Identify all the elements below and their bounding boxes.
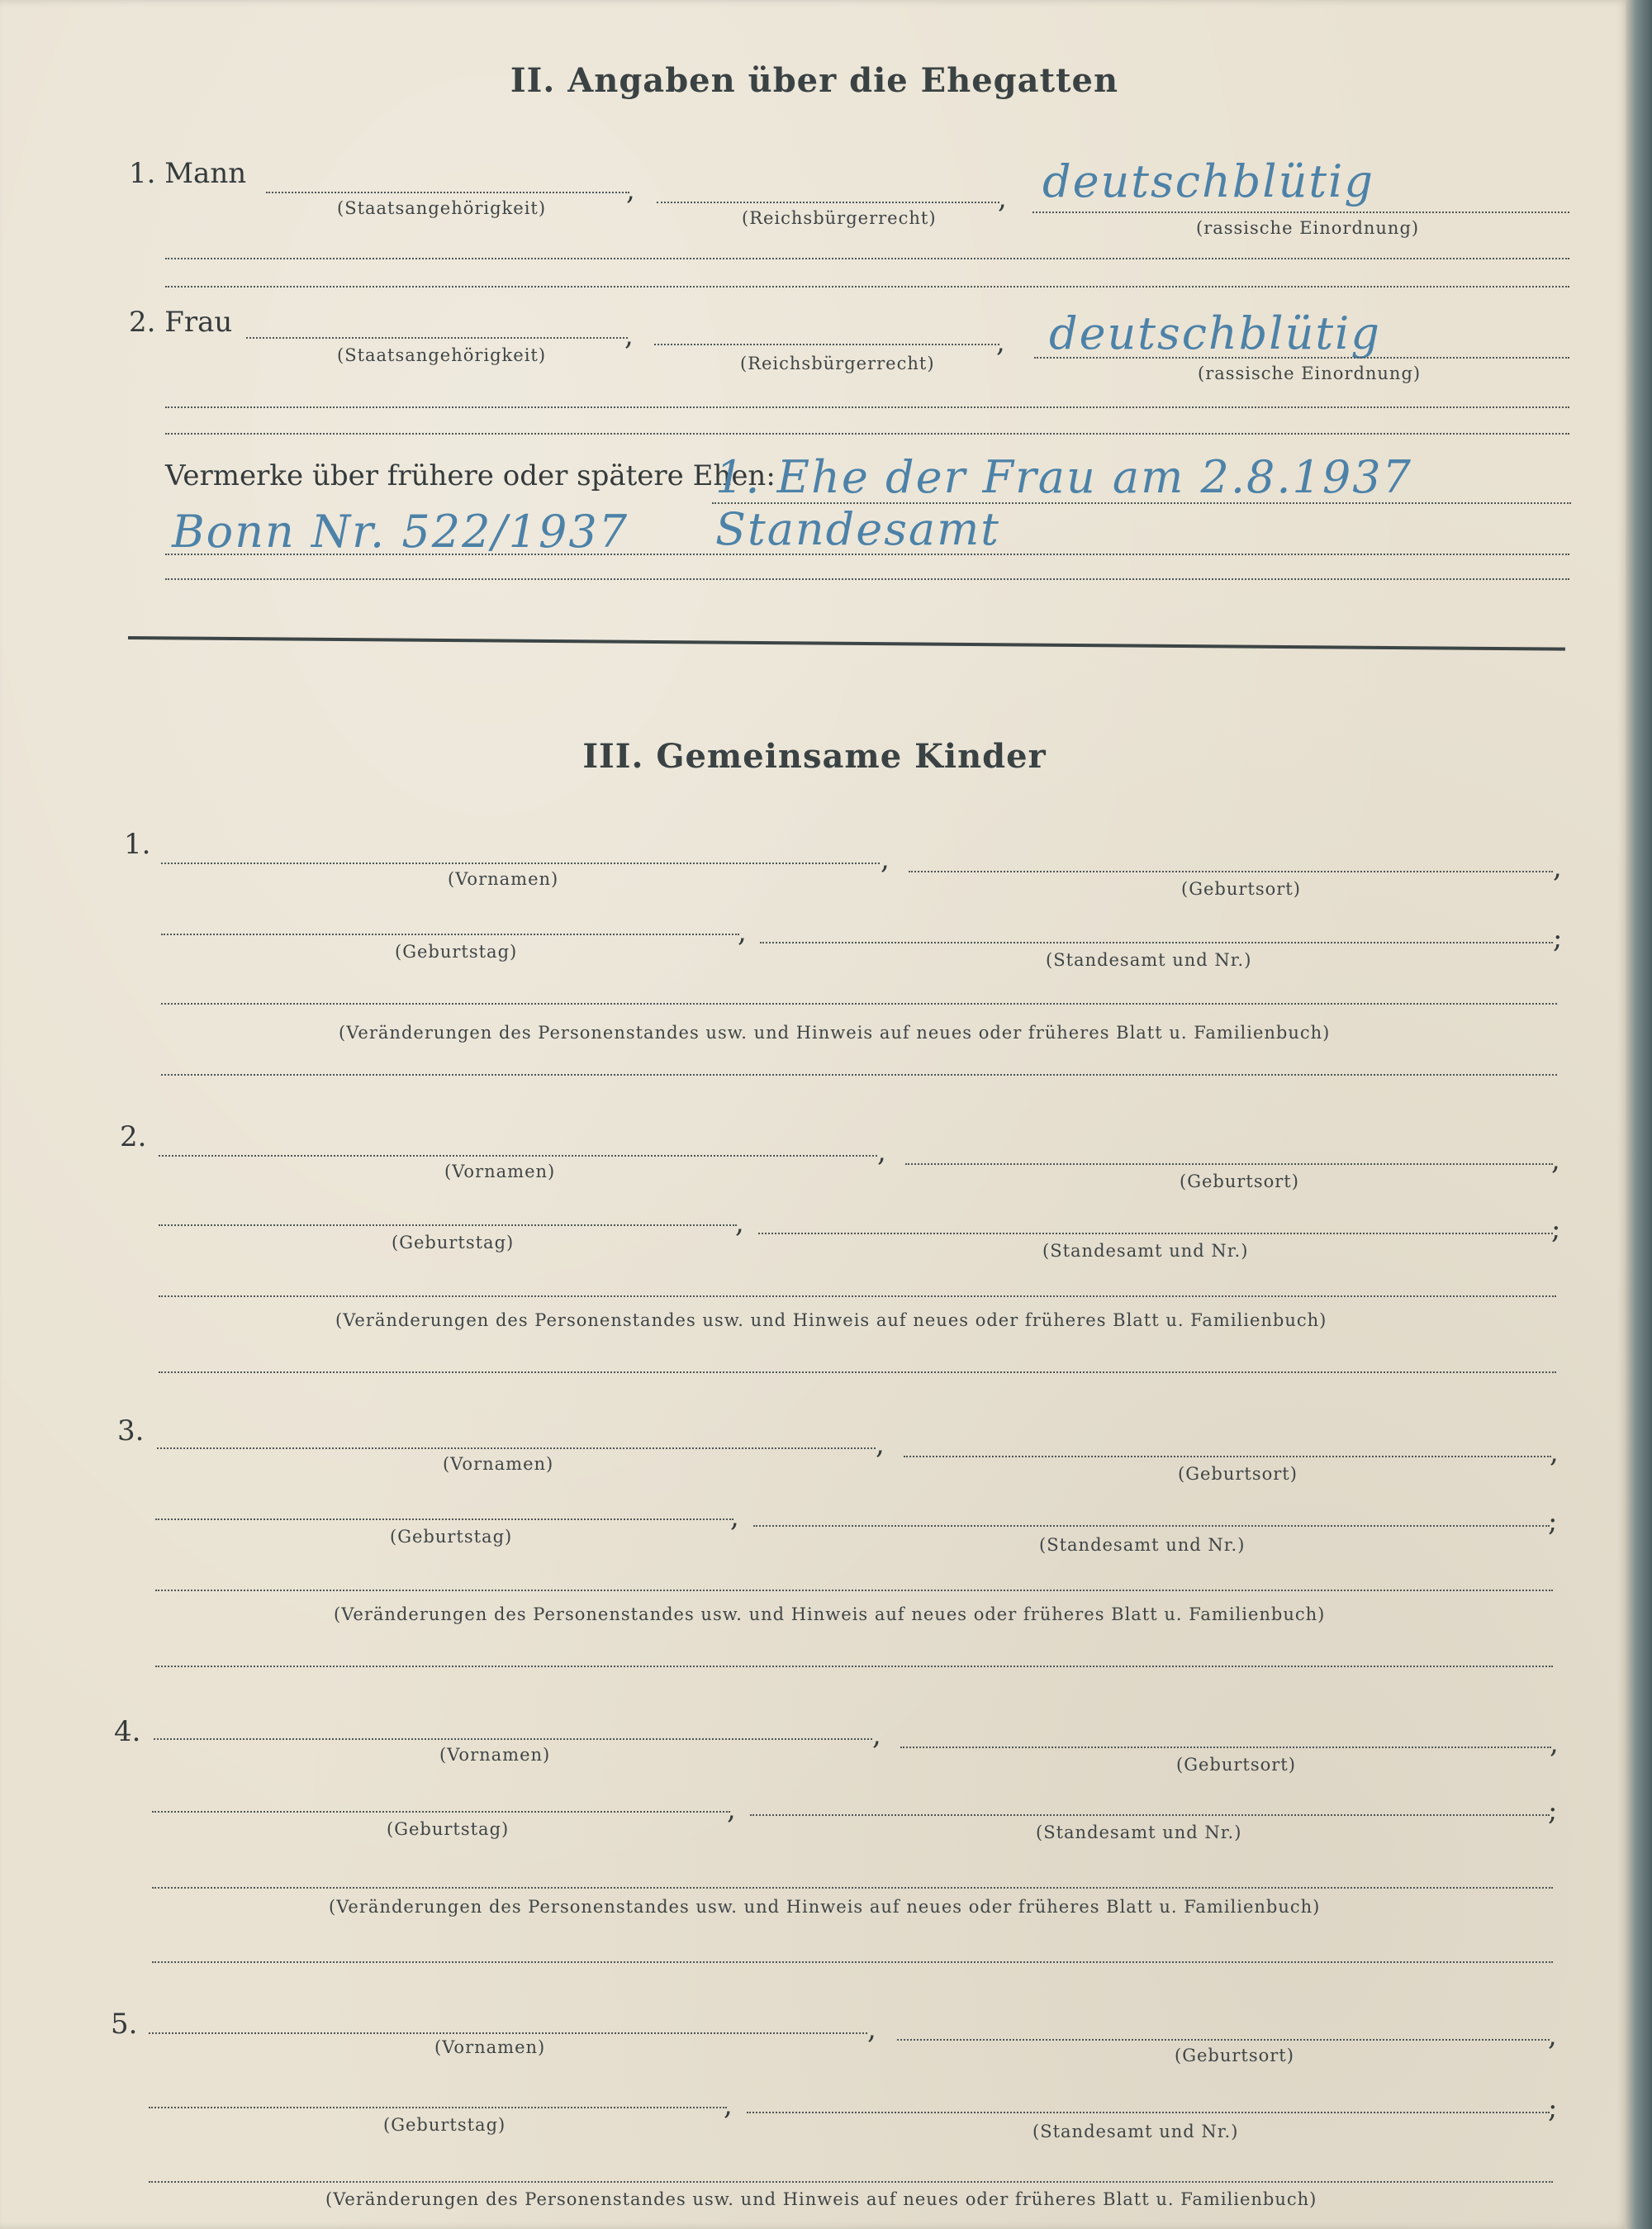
child-changes-caption: (Veränderungen des Personenstandes usw. und Hinweis auf neues oder früheres Blatt u. Familienbuch) bbox=[334, 1604, 1326, 1624]
child-birthday-line[interactable] bbox=[155, 1518, 733, 1520]
husband-racial-caption: (rassische Einordnung) bbox=[1196, 218, 1420, 238]
wife-racial-caption: (rassische Einordnung) bbox=[1198, 364, 1422, 383]
husband-label: 1. Mann bbox=[129, 157, 247, 190]
child-birthday-caption: (Geburtstag) bbox=[390, 1527, 513, 1547]
child-number: 3. bbox=[117, 1414, 145, 1447]
wife-reich-citizenship-line[interactable] bbox=[654, 344, 999, 345]
child-number: 2. bbox=[120, 1120, 147, 1153]
child-birthplace-line[interactable] bbox=[904, 1456, 1551, 1457]
wife-racial-value: deutschblütig bbox=[1049, 307, 1381, 359]
child-birthplace-caption: (Geburtsort) bbox=[1181, 879, 1301, 899]
child-changes-line[interactable] bbox=[161, 1003, 1557, 1005]
husband-reich-citizenship-line[interactable] bbox=[657, 202, 999, 203]
child-birthplace-caption: (Geburtsort) bbox=[1175, 2046, 1294, 2065]
child-registry-line[interactable] bbox=[753, 1525, 1550, 1527]
child-registry-caption: (Standesamt und Nr.) bbox=[1032, 2122, 1239, 2141]
child-birthday-line[interactable] bbox=[161, 934, 739, 935]
marriage-notes-line-2[interactable] bbox=[165, 554, 1569, 555]
child-first-names-line[interactable] bbox=[161, 863, 880, 864]
marriage-notes-value-line2: Bonn Nr. 522/1937 bbox=[172, 506, 629, 558]
child-registry-line[interactable] bbox=[750, 1814, 1550, 1816]
child-first-names-line[interactable] bbox=[157, 1447, 876, 1449]
marriage-notes-label: Vermerke über frühere oder spätere Ehen: bbox=[165, 459, 776, 492]
child-birthday-line[interactable] bbox=[149, 2107, 727, 2108]
child-changes-caption: (Veränderungen des Personenstandes usw. und Hinweis auf neues oder früheres Blatt u. Familienbuch) bbox=[339, 1023, 1331, 1043]
child-registry-line[interactable] bbox=[760, 942, 1553, 943]
child-birthday-caption: (Geburtstag) bbox=[392, 1233, 515, 1252]
child-changes-caption: (Veränderungen des Personenstandes usw. und Hinweis auf neues oder früheres Blatt u. Familienbuch) bbox=[335, 1310, 1327, 1330]
husband-extra-line bbox=[165, 258, 1569, 259]
child-first-names-caption: (Vornamen) bbox=[448, 869, 559, 889]
husband-reich-citizenship-caption: (Reichsbürgerrecht) bbox=[742, 208, 937, 228]
child-first-names-caption: (Vornamen) bbox=[443, 1454, 554, 1474]
child-birthplace-caption: (Geburtsort) bbox=[1178, 1464, 1298, 1484]
child-registry-line[interactable] bbox=[758, 1233, 1553, 1234]
child-first-names-caption: (Vornamen) bbox=[444, 1162, 556, 1181]
child-changes-line-2[interactable] bbox=[152, 1961, 1553, 1963]
marriage-notes-line-3 bbox=[165, 578, 1569, 580]
child-changes-line[interactable] bbox=[159, 1295, 1556, 1297]
child-birthplace-line[interactable] bbox=[905, 1163, 1553, 1165]
child-first-names-line[interactable] bbox=[154, 1738, 872, 1740]
child-changes-line-2[interactable] bbox=[161, 1074, 1557, 1076]
child-birthday-line[interactable] bbox=[152, 1811, 730, 1813]
wife-label: 2. Frau bbox=[129, 306, 233, 339]
child-changes-line-2[interactable] bbox=[155, 1666, 1553, 1667]
child-changes-line-2[interactable] bbox=[159, 1371, 1556, 1373]
marriage-notes-value-line1: 1. Ehe der Frau am 2.8.1937 Standesamt bbox=[715, 451, 1412, 555]
section-title-children: III. Gemeinsame Kinder bbox=[582, 737, 1047, 776]
child-birthplace-line[interactable] bbox=[897, 2039, 1550, 2041]
husband-racial-line[interactable] bbox=[1032, 211, 1569, 213]
child-birthday-caption: (Geburtstag) bbox=[387, 1819, 510, 1839]
child-registry-caption: (Standesamt und Nr.) bbox=[1036, 1823, 1242, 1842]
child-birthday-line[interactable] bbox=[159, 1224, 737, 1226]
child-birthday-caption: (Geburtstag) bbox=[383, 2115, 506, 2135]
form-page: II. Angaben über die Ehegatten 1. Mann , (Staatsangehörigkeit) , (Reichsbürgerrecht) deutschblütig (rassische Einordnung) 2. Frau , (Staatsangehörigkeit) , (Reichsbürgerrecht) deutschblütig (rassische Einordnung) Vermerke über frühere oder spätere Ehen: 1. Ehe der Frau am 2.8.1937 Standesamt Bonn Nr. 522/1937 III. Gemeinsame Kinder 1. , (Vornamen) , (Geburtsort) , (Geburtstag) ; (Standesamt und Nr.) (Veränderungen des Personenstandes usw. und Hinweis auf neues oder früheres Blatt u. Familienbuch) 2. , (Vornamen) , (Geburtsort) , (Geburtstag) ; (Standesamt und Nr.) (Veränderungen des Personenstandes usw. und Hinweis auf neues oder früheres Blatt u. Familienbuch) 3. , (Vornamen) , (Geburtsort) , (Geburtstag) ; (Standesamt und Nr.) (Veränderungen des Personenstandes usw. und Hinweis auf neues oder früheres Blatt u. Familienbuch) 4. , (Vornamen) , (Geburtsort) , (Geburtstag) ; (Standesamt und Nr.) (Veränderungen des Personenstandes usw. und Hinweis auf neues oder früheres Blatt u. Familienbuch) 5. , (Vornamen) , (Geburtsort) , (Geburtstag) ; (Standesamt und Nr.) (Veränderungen des Personenstandes usw. und Hinweis auf neues oder früheres Blatt u. Familienbuch) bbox=[0, 0, 1629, 2229]
child-changes-caption: (Veränderungen des Personenstandes usw. und Hinweis auf neues oder früheres Blatt u. Familienbuch) bbox=[325, 2189, 1317, 2209]
child-birthplace-line[interactable] bbox=[909, 871, 1553, 872]
child-birthplace-caption: (Geburtsort) bbox=[1176, 1755, 1296, 1775]
child-first-names-line[interactable] bbox=[149, 2032, 867, 2034]
child-number: 5. bbox=[111, 2008, 138, 2041]
binding-edge bbox=[1626, 0, 1652, 2229]
child-registry-caption: (Standesamt und Nr.) bbox=[1046, 950, 1252, 970]
wife-citizenship-caption: (Staatsangehörigkeit) bbox=[337, 345, 547, 365]
husband-citizenship-caption: (Staatsangehörigkeit) bbox=[337, 198, 547, 218]
wife-racial-line[interactable] bbox=[1034, 357, 1569, 359]
child-number: 4. bbox=[114, 1715, 141, 1748]
child-registry-line[interactable] bbox=[747, 2112, 1550, 2113]
child-changes-line[interactable] bbox=[155, 1590, 1553, 1591]
child-first-names-line[interactable] bbox=[159, 1155, 877, 1157]
child-changes-line[interactable] bbox=[152, 1887, 1553, 1889]
child-changes-caption: (Veränderungen des Personenstandes usw. und Hinweis auf neues oder früheres Blatt u. Familienbuch) bbox=[329, 1897, 1321, 1917]
child-registry-caption: (Standesamt und Nr.) bbox=[1039, 1535, 1246, 1555]
child-birthplace-line[interactable] bbox=[900, 1747, 1551, 1748]
section-divider bbox=[128, 636, 1565, 651]
child-number: 1. bbox=[124, 828, 151, 861]
wife-reich-citizenship-caption: (Reichsbürgerrecht) bbox=[740, 354, 935, 373]
marriage-notes-line-1[interactable] bbox=[712, 502, 1571, 504]
child-changes-line[interactable] bbox=[149, 2181, 1553, 2183]
child-birthplace-caption: (Geburtsort) bbox=[1180, 1172, 1299, 1191]
husband-racial-value: deutschblütig bbox=[1042, 155, 1374, 207]
husband-citizenship-line[interactable] bbox=[266, 192, 629, 193]
husband-extra-line-2 bbox=[165, 286, 1569, 288]
child-birthday-caption: (Geburtstag) bbox=[395, 942, 518, 962]
wife-extra-line-2 bbox=[165, 433, 1569, 435]
wife-extra-line bbox=[165, 406, 1569, 408]
child-first-names-caption: (Vornamen) bbox=[434, 2037, 546, 2057]
child-registry-caption: (Standesamt und Nr.) bbox=[1042, 1241, 1249, 1261]
section-title-spouses: II. Angaben über die Ehegatten bbox=[510, 61, 1119, 100]
child-first-names-caption: (Vornamen) bbox=[439, 1745, 551, 1765]
wife-citizenship-line[interactable] bbox=[246, 337, 628, 339]
